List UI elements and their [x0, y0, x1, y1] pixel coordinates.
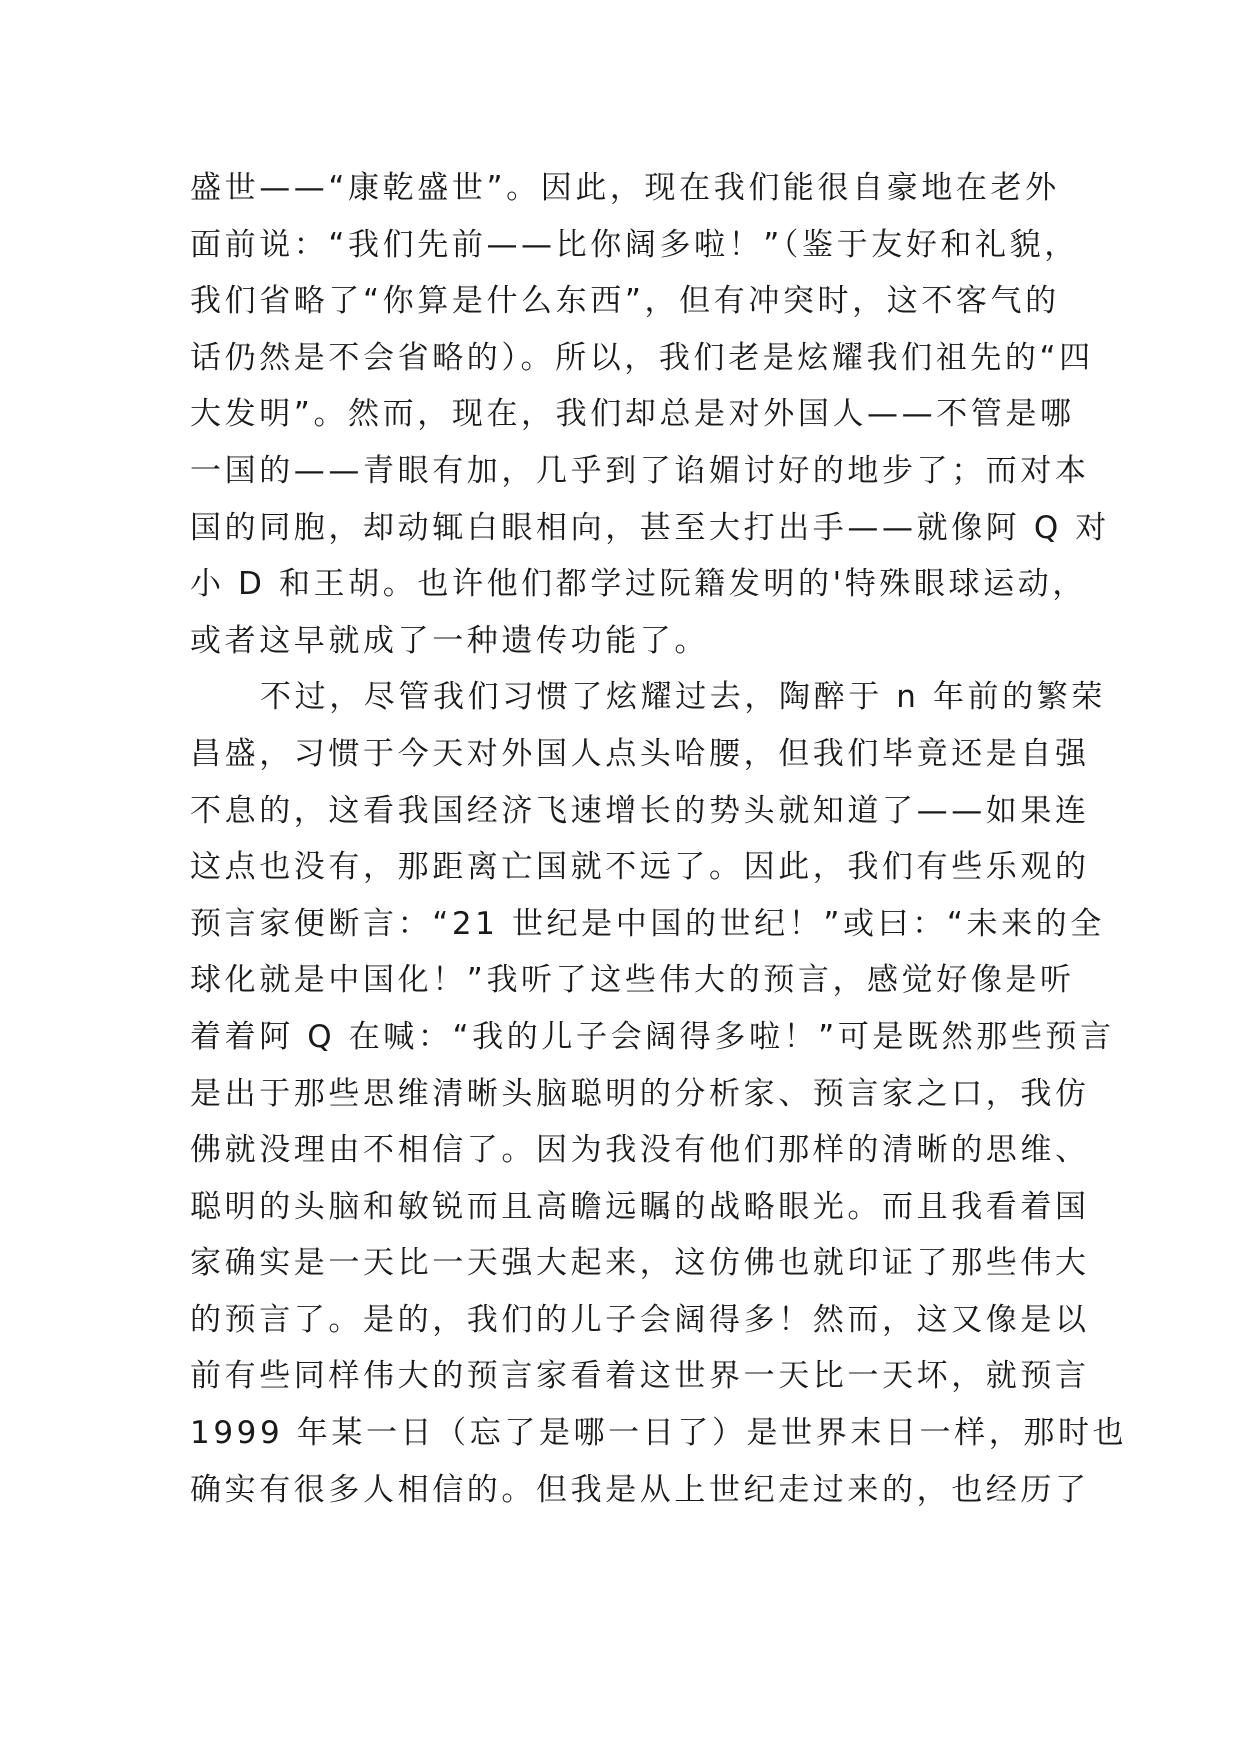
text-line: 我们省略了“你算是什么东西”，但有冲突时，这不客气的	[190, 283, 1060, 320]
text-line: 昌盛，习惯于今天对外国人点头哈腰，但我们毕竟还是自强	[190, 735, 1090, 772]
text-line: 话仍然是不会省略的）。所以，我们老是炫耀我们祖先的“四	[190, 339, 1094, 376]
text-line: 佛就没理由不相信了。因为我没有他们那样的清晰的思维、	[190, 1132, 1090, 1169]
text-line: 不息的，这看我国经济飞速增长的势头就知道了——如果连	[190, 792, 1090, 829]
text-line: 球化就是中国化！”我听了这些伟大的预言，感觉好像是听	[190, 962, 1075, 999]
text-line: 前有些同样伟大的预言家看着这世界一天比一天坏，就预言	[190, 1358, 1090, 1395]
text-line: 或者这早就成了一种遗传功能了。	[190, 622, 709, 659]
text-line: 着着阿 Q 在喊：“我的儿子会阔得多啦！”可是既然那些预言	[190, 1018, 1115, 1055]
text-line: 这点也没有，那距离亡国就不远了。因此，我们有些乐观的	[190, 849, 1090, 886]
text-line: 大发明”。然而，现在，我们却总是对外国人——不管是哪	[190, 396, 1075, 433]
paragraph-1	[190, 160, 1110, 669]
text-line: 国的同胞，却动辄白眼相向，甚至大打出手——就像阿 Q 对	[190, 509, 1110, 546]
body-text	[190, 160, 1128, 1518]
text-line: 小 D 和王胡。也许他们都学过阮籍发明的'特殊眼球运动，	[190, 566, 1087, 603]
text-line: 盛世——“康乾盛世”。因此，现在我们能很自豪地在老外	[190, 170, 1060, 206]
text-line: 的预言了。是的，我们的儿子会阔得多！然而，这又像是以	[190, 1301, 1090, 1338]
text-line-indented: 不过，尽管我们习惯了炫耀过去，陶醉于 n 年前的繁荣	[260, 679, 1106, 716]
text-line: 是出于那些思维清晰头脑聪明的分析家、预言家之口，我仿	[190, 1075, 1090, 1112]
paragraph-2	[190, 669, 1128, 1518]
text-line: 一国的——青眼有加，几乎到了谄媚讨好的地步了；而对本	[190, 452, 1090, 489]
text-line: 预言家便断言：“21 世纪是中国的世纪！”或曰：“未来的全	[190, 905, 1105, 942]
text-line: 1999 年某一日（忘了是哪一日了）是世界末日一样，那时也	[190, 1415, 1128, 1452]
text-line: 面前说：“我们先前——比你阔多啦！”（鉴于友好和礼貌，	[190, 226, 1079, 263]
text-line: 确实有很多人相信的。但我是从上世纪走过来的，也经历了	[190, 1471, 1090, 1508]
text-line: 聪明的头脑和敏锐而且高瞻远瞩的战略眼光。而且我看着国	[190, 1188, 1090, 1225]
text-line: 家确实是一天比一天强大起来，这仿佛也就印证了那些伟大	[190, 1245, 1090, 1282]
